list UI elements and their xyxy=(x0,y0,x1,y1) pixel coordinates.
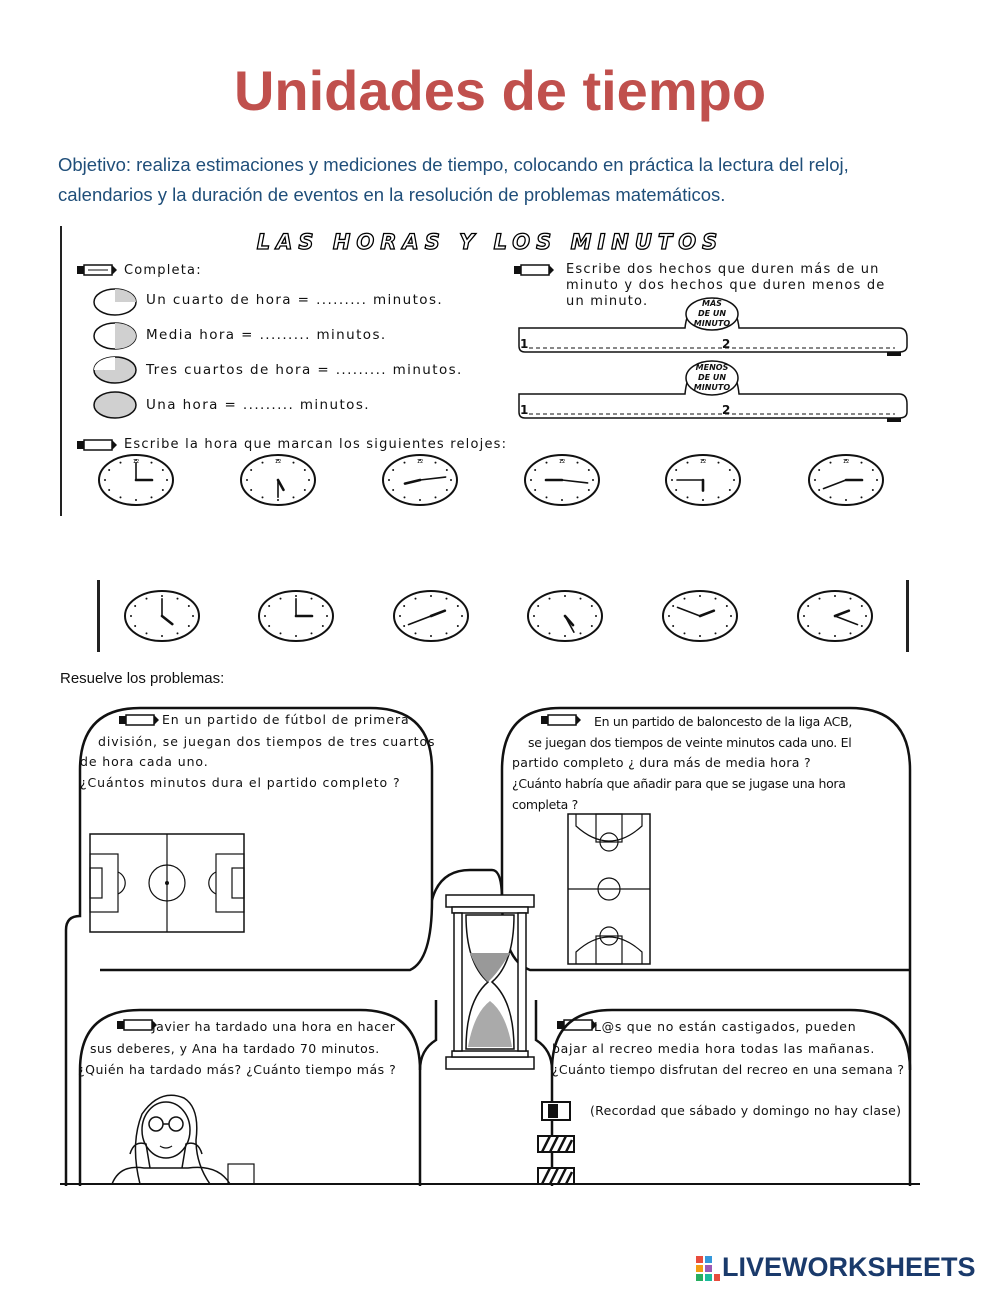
svg-text:12: 12 xyxy=(132,459,140,465)
complete-row-3: Tres cuartos de hora = ......... minutos. xyxy=(146,362,463,378)
problem-3-line-3: ¿Quién ha tardado más? ¿Cuánto tiempo más ? xyxy=(78,1062,397,1077)
clock-face-icon xyxy=(795,586,875,644)
problem-1-line-4: ¿Cuántos minutos dura el partido completo ? xyxy=(80,775,401,790)
hourglass-icon xyxy=(444,893,536,1071)
facts-instruction-2: minuto y dos hechos que duren menos de xyxy=(566,278,886,293)
page-title: Unidades de tiempo xyxy=(233,59,767,122)
clock-face-icon xyxy=(380,450,460,508)
crossed-day-icon xyxy=(536,1134,576,1154)
svg-text:12: 12 xyxy=(699,459,707,465)
facts-instruction-3: un minuto. xyxy=(566,294,649,309)
more-badge-line-2: DE UN xyxy=(697,309,727,318)
less-badge-line-3: MINUTO xyxy=(693,383,731,392)
student-drawing-icon xyxy=(100,1084,260,1184)
clock-row-right-border xyxy=(906,580,909,652)
clock-face-icon xyxy=(525,586,605,644)
problem-4-note: (Recordad que sábado y domingo no hay clase) xyxy=(590,1103,902,1118)
objective-text: Objetivo: realiza estimaciones y mediciones de tiempo, colocando en práctica la lectura del reloj, calendarios y la duración de eventos en la resolución de problemas matemáticos. xyxy=(58,154,849,205)
clock-face-icon xyxy=(122,586,202,644)
slot-label-3: 1 xyxy=(520,403,529,417)
problem-3-line-1: Javier ha tardado una hora en hacer xyxy=(152,1019,396,1034)
clock-face-icon xyxy=(391,586,471,644)
clock-row-left-border xyxy=(97,580,100,652)
clock-face-icon xyxy=(806,450,886,508)
problem-2-line-2: se juegan dos tiempos de veinte minutos cada uno. El xyxy=(528,735,852,750)
pencil-icon xyxy=(76,263,118,277)
svg-text:12: 12 xyxy=(842,459,850,465)
complete-label: Completa: xyxy=(124,263,202,278)
worksheet-left-border xyxy=(60,226,62,516)
clock-face-icon xyxy=(660,586,740,644)
problem-2-line-1: En un partido de baloncesto de la liga ACB, xyxy=(594,714,853,729)
problem-4-line-1: L@s que no están castigados, pueden xyxy=(594,1019,857,1034)
liveworksheets-logo-icon xyxy=(696,1256,720,1282)
svg-text:12: 12 xyxy=(416,459,424,465)
quarter-clock-icon xyxy=(92,287,138,317)
crossed-day-icon xyxy=(536,1166,576,1186)
problem-4-line-2: bajar al recreo media hora todas las mañanas. xyxy=(552,1041,876,1056)
problem-1-line-3: de hora cada uno. xyxy=(80,754,209,769)
less-badge-line-1: MENOS xyxy=(695,363,729,372)
problem-3-line-2: sus deberes, y Ana ha tardado 70 minutos. xyxy=(90,1041,380,1056)
half-clock-icon xyxy=(92,321,138,351)
facts-instruction-1: Escribe dos hechos que duren más de un xyxy=(566,262,880,277)
pencil-icon xyxy=(556,1018,598,1032)
pencil-icon xyxy=(540,713,582,727)
problems-intro: Resuelve los problemas: xyxy=(60,670,225,687)
complete-row-2: Media hora = ......... minutos. xyxy=(146,327,387,343)
slot-label-4: 2 xyxy=(722,403,731,417)
pencil-icon xyxy=(118,713,160,727)
svg-text:12: 12 xyxy=(558,459,566,465)
more-badge-line-3: MINUTO xyxy=(693,319,731,328)
full-clock-icon xyxy=(92,390,138,420)
more-badge-line-1: MÁS xyxy=(702,299,722,308)
complete-row-1: Un cuarto de hora = ......... minutos. xyxy=(146,292,444,308)
three-quarter-clock-icon xyxy=(92,355,138,385)
svg-text:12: 12 xyxy=(274,459,282,465)
clock-face-icon xyxy=(522,450,602,508)
problem-2-line-3: partido completo ¿ dura más de media hora ? xyxy=(512,755,811,770)
problem-2-line-4: ¿Cuánto habría que añadir para que se jugase una hora xyxy=(512,776,846,791)
clock-face-icon xyxy=(663,450,743,508)
complete-row-4: Una hora = ......... minutos. xyxy=(146,397,370,413)
calendar-day-icon xyxy=(540,1100,572,1122)
clocks-instruction: Escribe la hora que marcan los siguientes relojes: xyxy=(124,437,508,452)
slot-label-1: 1 xyxy=(520,337,529,351)
problem-2-line-5: completa ? xyxy=(512,797,578,812)
basketball-court-icon xyxy=(566,812,652,966)
worksheet-title: LAS HORAS Y LOS MINUTOS xyxy=(256,230,724,254)
footer-brand: LIVEWORKSHEETS xyxy=(722,1252,976,1282)
clock-face-icon xyxy=(238,450,318,508)
problem-4-line-3: ¿Cuánto tiempo disfrutan del recreo en una semana ? xyxy=(552,1062,905,1077)
football-field-icon xyxy=(88,832,246,934)
problem-1-line-2: división, se juegan dos tiempos de tres cuartos xyxy=(98,734,436,749)
slot-label-2: 2 xyxy=(722,337,731,351)
less-badge-line-2: DE UN xyxy=(697,373,727,382)
clock-face-icon xyxy=(96,450,176,508)
clock-face-icon xyxy=(256,586,336,644)
more-badge xyxy=(686,299,738,329)
pencil-icon xyxy=(513,263,555,277)
problem-1-line-1: En un partido de fútbol de primera xyxy=(162,712,410,727)
less-badge xyxy=(686,363,738,393)
